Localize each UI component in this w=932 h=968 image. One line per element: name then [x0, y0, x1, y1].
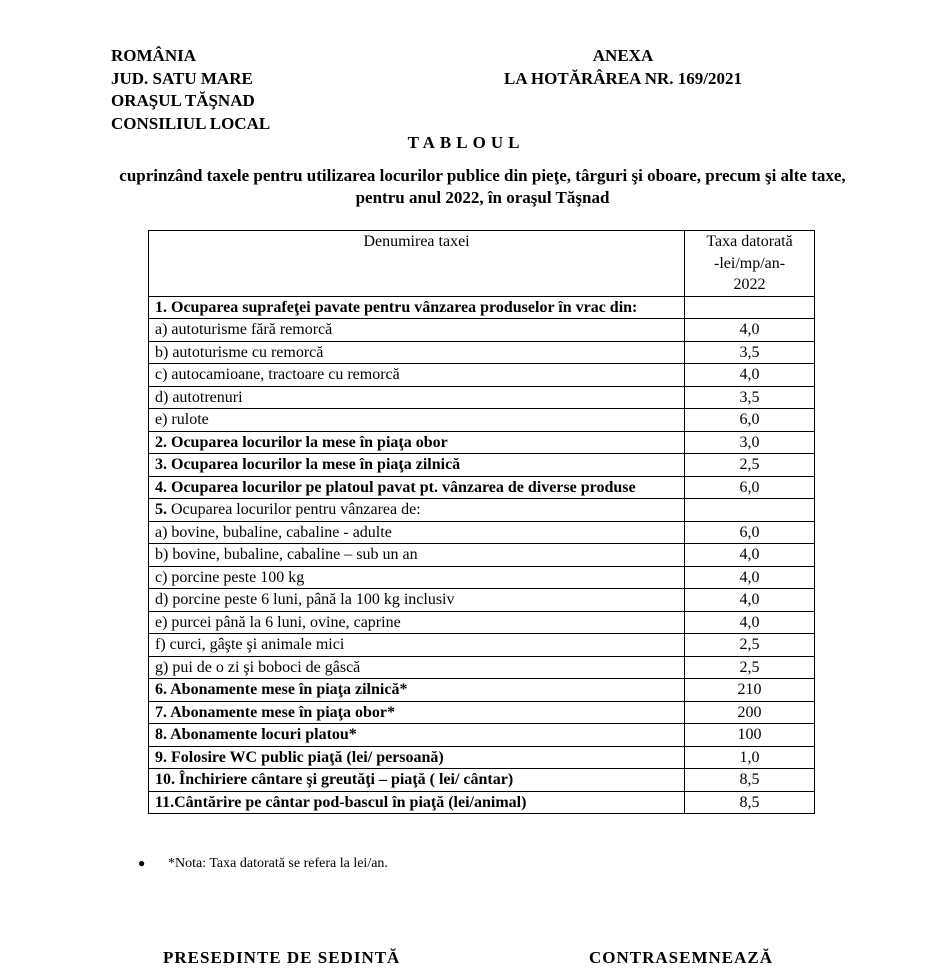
- tax-value-cell: 100: [685, 724, 815, 747]
- table-header-row: [149, 231, 815, 297]
- tax-name-cell: c) autocamioane, tractoare cu remorcă: [149, 364, 685, 387]
- annex-block: [504, 45, 742, 90]
- tax-name-cell: 11.Cântărire pe cântar pod-bascul în piaţă (lei/animal): [149, 791, 685, 814]
- tax-name-cell: f) curci, gâşte şi animale mici: [149, 634, 685, 657]
- tax-name-cell: a) autoturisme fără remorcă: [149, 319, 685, 342]
- tax-value-cell: 210: [685, 679, 815, 702]
- table-row: [149, 431, 815, 454]
- annex-label: ANEXA: [592, 46, 654, 65]
- tax-name-cell: 6. Abonamente mese în piaţa zilnică*: [149, 679, 685, 702]
- tax-name-cell: e) rulote: [149, 409, 685, 432]
- tax-value-cell: 8,5: [685, 791, 815, 814]
- table-row: [149, 544, 815, 567]
- tax-value-cell: 4,0: [685, 589, 815, 612]
- tax-name-cell: b) bovine, bubaline, cabaline – sub un an: [149, 544, 685, 567]
- tax-value-cell: 6,0: [685, 409, 815, 432]
- tax-value-cell: 4,0: [685, 364, 815, 387]
- table-row: [149, 341, 815, 364]
- tax-value-cell: 3,0: [685, 431, 815, 454]
- tax-value-cell: [685, 499, 815, 522]
- bullet-icon: ●: [138, 856, 146, 870]
- tax-value-cell: 1,0: [685, 746, 815, 769]
- tax-name-cell: 9. Folosire WC public piaţă (lei/ persoană): [149, 746, 685, 769]
- tax-value-cell: 2,5: [685, 454, 815, 477]
- tax-name-cell: 4. Ocuparea locurilor pe platoul pavat pt. vânzarea de diverse produse: [149, 476, 685, 499]
- document-subtitle: cuprinzând taxele pentru utilizarea locurilor publice din pieţe, târguri şi oboare, precum şi alte taxe, pentru anul 2022, în oraşul Tăşnad: [119, 166, 846, 207]
- issuer-county: JUD. SATU MARE: [111, 68, 253, 88]
- tax-name-cell: 1. Ocuparea suprafeţei pavate pentru vânzarea produselor în vrac din:: [149, 296, 685, 319]
- issuer-council: CONSILIUL LOCAL: [111, 113, 271, 133]
- table-row: [149, 589, 815, 612]
- table-row: [149, 319, 815, 342]
- column-header-value-line: -lei/mp/an-: [714, 254, 786, 272]
- footnote-text: *Nota: Taxa datorată se refera la lei/an.: [168, 856, 388, 871]
- tax-value-cell: 8,5: [685, 769, 815, 792]
- column-header-value-line: Taxa datorată: [706, 233, 793, 250]
- tax-name-cell: 8. Abonamente locuri platou*: [149, 724, 685, 747]
- signature-president: PRESEDINTE DE SEDINTĂ: [163, 948, 401, 967]
- tax-value-cell: 2,5: [685, 634, 815, 657]
- tax-name-cell: d) autotrenuri: [149, 386, 685, 409]
- tax-name-cell: 7. Abonamente mese în piaţa obor*: [149, 701, 685, 724]
- column-header-value: [685, 231, 815, 297]
- tax-name-cell: b) autoturisme cu remorcă: [149, 341, 685, 364]
- issuer-block: [111, 45, 270, 135]
- tax-name-cell: 3. Ocuparea locurilor la mese în piaţa zilnică: [149, 454, 685, 477]
- tax-name-cell: 2. Ocuparea locurilor la mese în piaţa obor: [149, 431, 685, 454]
- tax-value-cell: 3,5: [685, 341, 815, 364]
- table-row: [149, 409, 815, 432]
- tax-name-cell: e) purcei până la 6 luni, ovine, caprine: [149, 611, 685, 634]
- decision-reference: LA HOTĂRÂREA NR. 169/2021: [504, 68, 743, 88]
- table-row: [149, 679, 815, 702]
- footnote: [138, 856, 388, 872]
- table-row: [149, 296, 815, 319]
- tax-value-cell: 4,0: [685, 611, 815, 634]
- table-row: [149, 454, 815, 477]
- tax-value-cell: 200: [685, 701, 815, 724]
- tax-number: 5.: [155, 501, 167, 518]
- tax-value-cell: 2,5: [685, 656, 815, 679]
- table-row: [149, 521, 815, 544]
- tax-name-text: Ocuparea locurilor pentru vânzarea de:: [167, 501, 421, 518]
- table-row: [149, 566, 815, 589]
- tax-value-cell: 4,0: [685, 566, 815, 589]
- table-row: [149, 724, 815, 747]
- table-row: [149, 701, 815, 724]
- tax-table: [148, 230, 815, 814]
- tax-name-cell: [149, 499, 685, 522]
- tax-value-cell: 6,0: [685, 476, 815, 499]
- document-title: TABLOUL: [407, 133, 525, 152]
- tax-value-cell: 3,5: [685, 386, 815, 409]
- table-row: [149, 634, 815, 657]
- table-row: [149, 476, 815, 499]
- tax-name-cell: 10. Închiriere cântare şi greutăţi – piaţă ( lei/ cântar): [149, 769, 685, 792]
- table-row: [149, 364, 815, 387]
- tax-name-cell: c) porcine peste 100 kg: [149, 566, 685, 589]
- table-row: [149, 769, 815, 792]
- tax-name-cell: d) porcine peste 6 luni, până la 100 kg inclusiv: [149, 589, 685, 612]
- tax-value-cell: 6,0: [685, 521, 815, 544]
- tax-value-cell: 4,0: [685, 319, 815, 342]
- tax-value-cell: [685, 296, 815, 319]
- table-row: [149, 746, 815, 769]
- column-header-name: Denumirea taxei: [149, 231, 685, 297]
- table-row: [149, 499, 815, 522]
- tax-name-cell: g) pui de o zi şi boboci de gâscă: [149, 656, 685, 679]
- table-row: [149, 386, 815, 409]
- issuer-town: ORAŞUL TĂŞNAD: [111, 91, 255, 110]
- table-row: [149, 611, 815, 634]
- tax-name-cell: a) bovine, bubaline, cabaline - adulte: [149, 521, 685, 544]
- issuer-country: ROMÂNIA: [111, 46, 196, 65]
- tax-value-cell: 4,0: [685, 544, 815, 567]
- table-row: [149, 791, 815, 814]
- column-header-value-line: 2022: [733, 276, 766, 293]
- signature-countersign: CONTRASEMNEAZĂ: [589, 948, 774, 967]
- table-row: [149, 656, 815, 679]
